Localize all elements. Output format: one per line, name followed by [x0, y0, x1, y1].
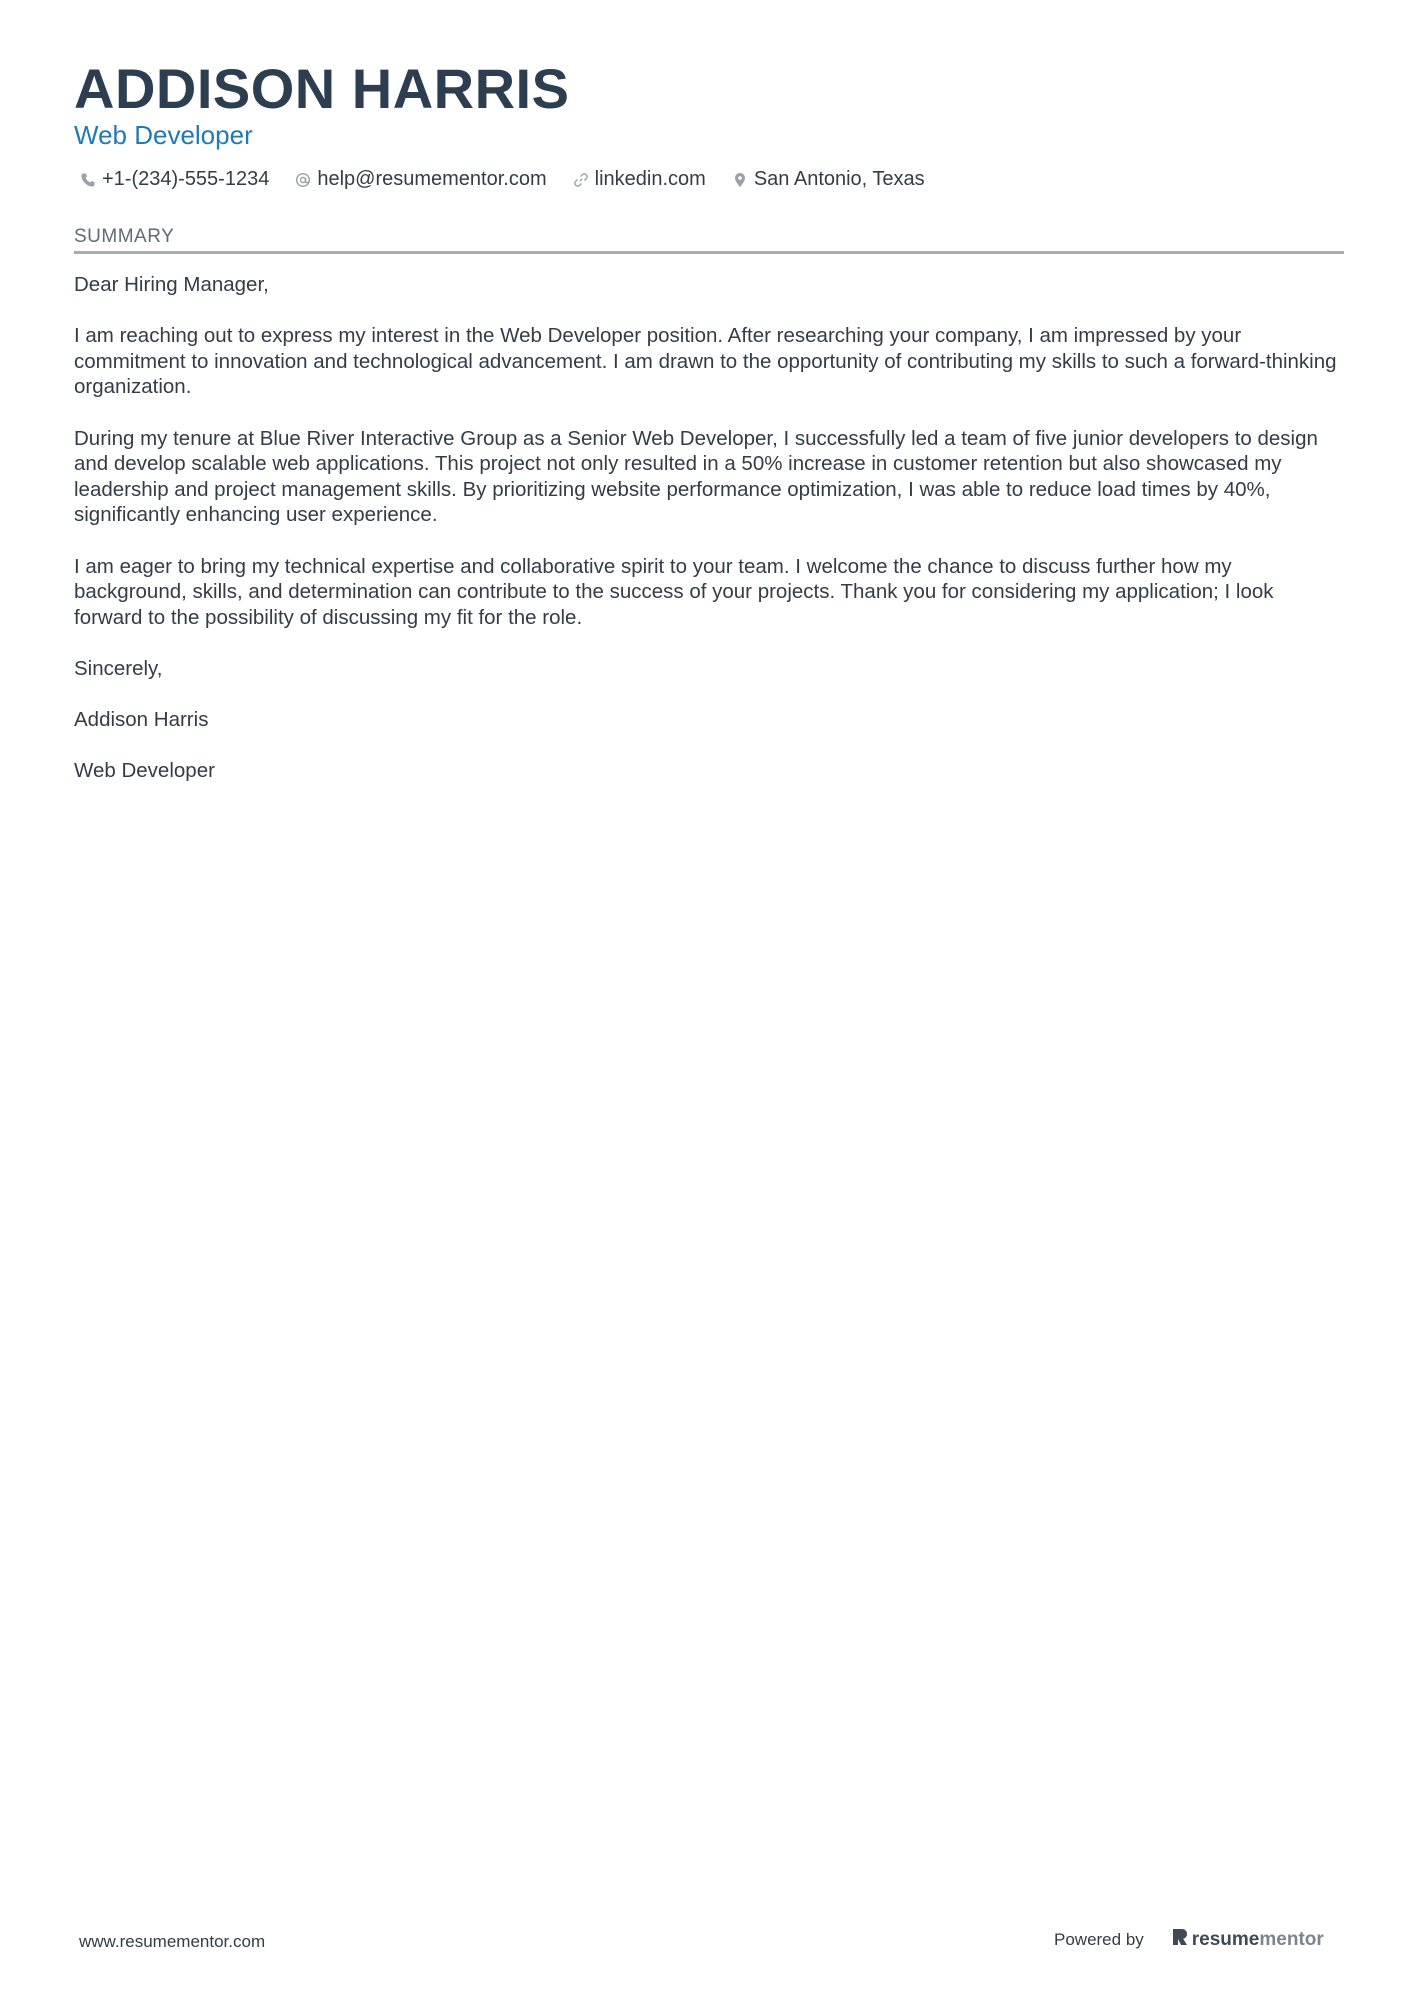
signature-name: Addison Harris — [74, 708, 209, 732]
candidate-name: ADDISON HARRIS — [74, 57, 570, 120]
powered-by-label: Powered by — [1054, 1930, 1144, 1949]
signature-title: Web Developer — [74, 759, 215, 783]
location-icon — [732, 172, 748, 188]
letter-paragraph: I am eager to bring my technical expertise and collaborative spirit to your team. I welcome the chance to discuss further how my background, skills, and determination can contribute to the success of your projects. Thank you for considering my application; I look forward to the possibility of discussing my fit for the role. — [74, 554, 1274, 629]
contact-linkedin[interactable] — [573, 168, 706, 191]
contact-bar — [80, 168, 925, 191]
contact-location-text: San Antonio, Texas — [753, 168, 925, 190]
phone-icon — [80, 172, 96, 188]
letter-greeting: Dear Hiring Manager, — [74, 273, 269, 296]
contact-email[interactable] — [295, 168, 546, 191]
contact-phone[interactable] — [80, 168, 269, 191]
letter-closing: Sincerely, — [74, 656, 163, 680]
brand-logo[interactable] — [1172, 1928, 1324, 1952]
brand-name-bold: resume — [1191, 1929, 1260, 1950]
section-heading-summary: SUMMARY — [74, 226, 1344, 254]
brand-name-light: mentor — [1259, 1929, 1324, 1950]
letter-body — [74, 272, 1344, 809]
contact-email-text: help@resumementor.com — [317, 168, 547, 190]
contact-phone-text: +1-(234)-555-1234 — [102, 168, 270, 190]
email-icon — [295, 172, 311, 188]
contact-location — [732, 168, 925, 191]
footer-website-link[interactable]: www.resumementor.com — [79, 1932, 266, 1951]
letter-paragraph: During my tenure at Blue River Interactive Group as a Senior Web Developer, I successfully led a team of five junior developers to design and develop scalable web applications. This project not only resulted in a 50% increase in customer retention but also showcased my leadership and project management skills. By prioritizing website performance optimization, I was able to reduce load times by 40%, significantly enhancing user experience. — [74, 426, 1318, 527]
brand-logo-icon — [1172, 1928, 1188, 1952]
contact-linkedin-text: linkedin.com — [594, 168, 706, 190]
footer-powered-by — [1054, 1928, 1324, 1952]
link-icon — [573, 172, 589, 188]
job-title: Web Developer — [74, 120, 253, 150]
letter-paragraph: I am reaching out to express my interest in the Web Developer position. After researching your company, I am impressed by your commitment to innovation and technological advancement. I am drawn to the opportunity of contributing my skills to such a forward-thinking organization. — [74, 324, 1337, 399]
